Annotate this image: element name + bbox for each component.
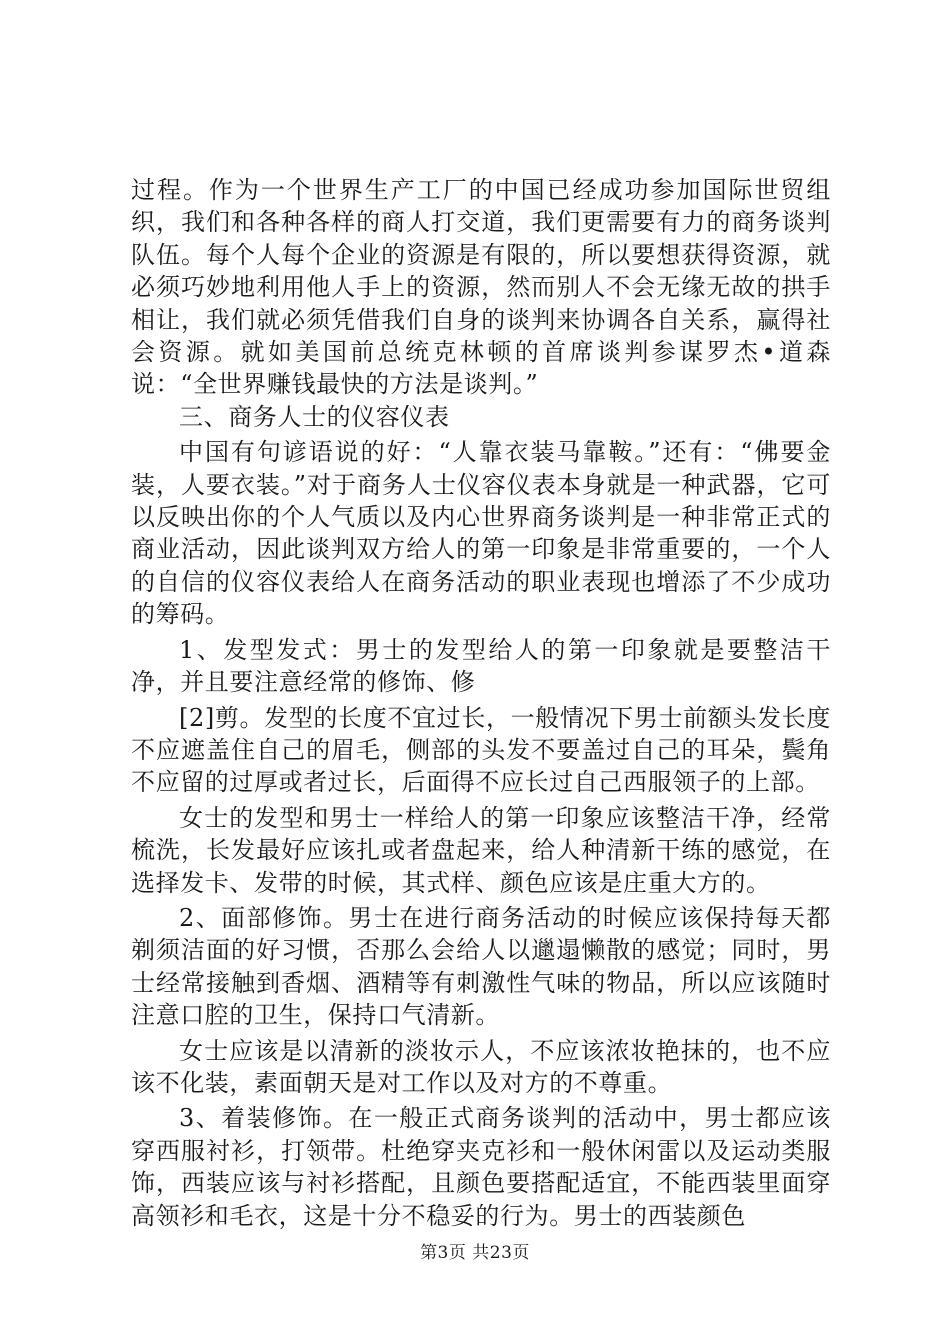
paragraph-female-makeup: 女士应该是以清新的淡妆示人，不应该浓妆艳抹的，也不应该不化装，素面朝天是对工作以及对方的不尊重。 (131, 1036, 831, 1097)
paragraph-attire: 3、着装修饰。在一般正式商务谈判的活动中，男士都应该穿西服衬衫，打领带。杜绝穿夹克衫和一般休闲雷以及运动类服饰，西装应该与衬衫搭配，且颜色要搭配适宜，不能西装里面穿高领衫和毛衣，这是十分不稳妥的行为。男士的西装颜色 (131, 1104, 831, 1230)
page-number: 第3页 共23页 (420, 1243, 530, 1263)
paragraph-hair-length: [2]剪。发型的长度不宜过长，一般情况下男士前额头发长度不应遮盖住自己的眉毛，侧部的头发不要盖过自己的耳朵，鬓角不应留的过厚或者过长，后面得不应长过自己西服领子的上部。 (131, 703, 831, 797)
paragraph-hairstyle: 1、发型发式：男士的发型给人的第一印象就是要整洁干净，并且要注意经常的修饰、修 (131, 635, 831, 697)
page-footer (0, 1238, 950, 1263)
paragraph-face-grooming: 2、面部修饰。男士在进行商务活动的时候应该保持每天都剃须洁面的好习惯，否那么会给人以邋遢懒散的感觉；同时，男士经常接触到香烟、酒精等有刺激性气味的物品，所以应该随时注意口腔的卫生，保持口气清新。 (131, 903, 831, 1030)
paragraph-proverb: 中国有句谚语说的好：“人靠衣装马靠鞍。”还有：“佛要金装，人要衣装。”对于商务人士仪容仪表本身就是一种武器，它可以反映出你的个人气质以及内心世界商务谈判是一种非常正式的商业活动，因此谈判双方给人的第一印象是非常重要的，一个人的自信的仪容仪表给人在商务活动的职业表现也增添了不少成功的筹码。 (131, 438, 831, 629)
section-heading: 三、商务人士的仪容仪表 (179, 402, 450, 431)
paragraph-intro: 过程。作为一个世界生产工厂的中国已经成功参加国际世贸组织，我们和各种各样的商人打交道，我们更需要有力的商务谈判队伍。每个人每个企业的资源是有限的，所以要想获得资源，就必须巧妙地利用他人手上的资源，然而别人不会无缘无故的拱手相让，我们就必须凭借我们自身的谈判来协调各自关系，赢得社会资源。就如美国前总统克林顿的首席谈判参谋罗杰•道森说：“全世界赚钱最快的方法是谈判。” (131, 176, 831, 399)
document-body (131, 174, 831, 1232)
paragraph-female-hair: 女士的发型和男士一样给人的第一印象应该整洁干净，经常梳洗，长发最好应该扎或者盘起来，给人种清新干练的感觉，在选择发卡、发带的时候，其式样、颜色应该是庄重大方的。 (131, 803, 831, 897)
